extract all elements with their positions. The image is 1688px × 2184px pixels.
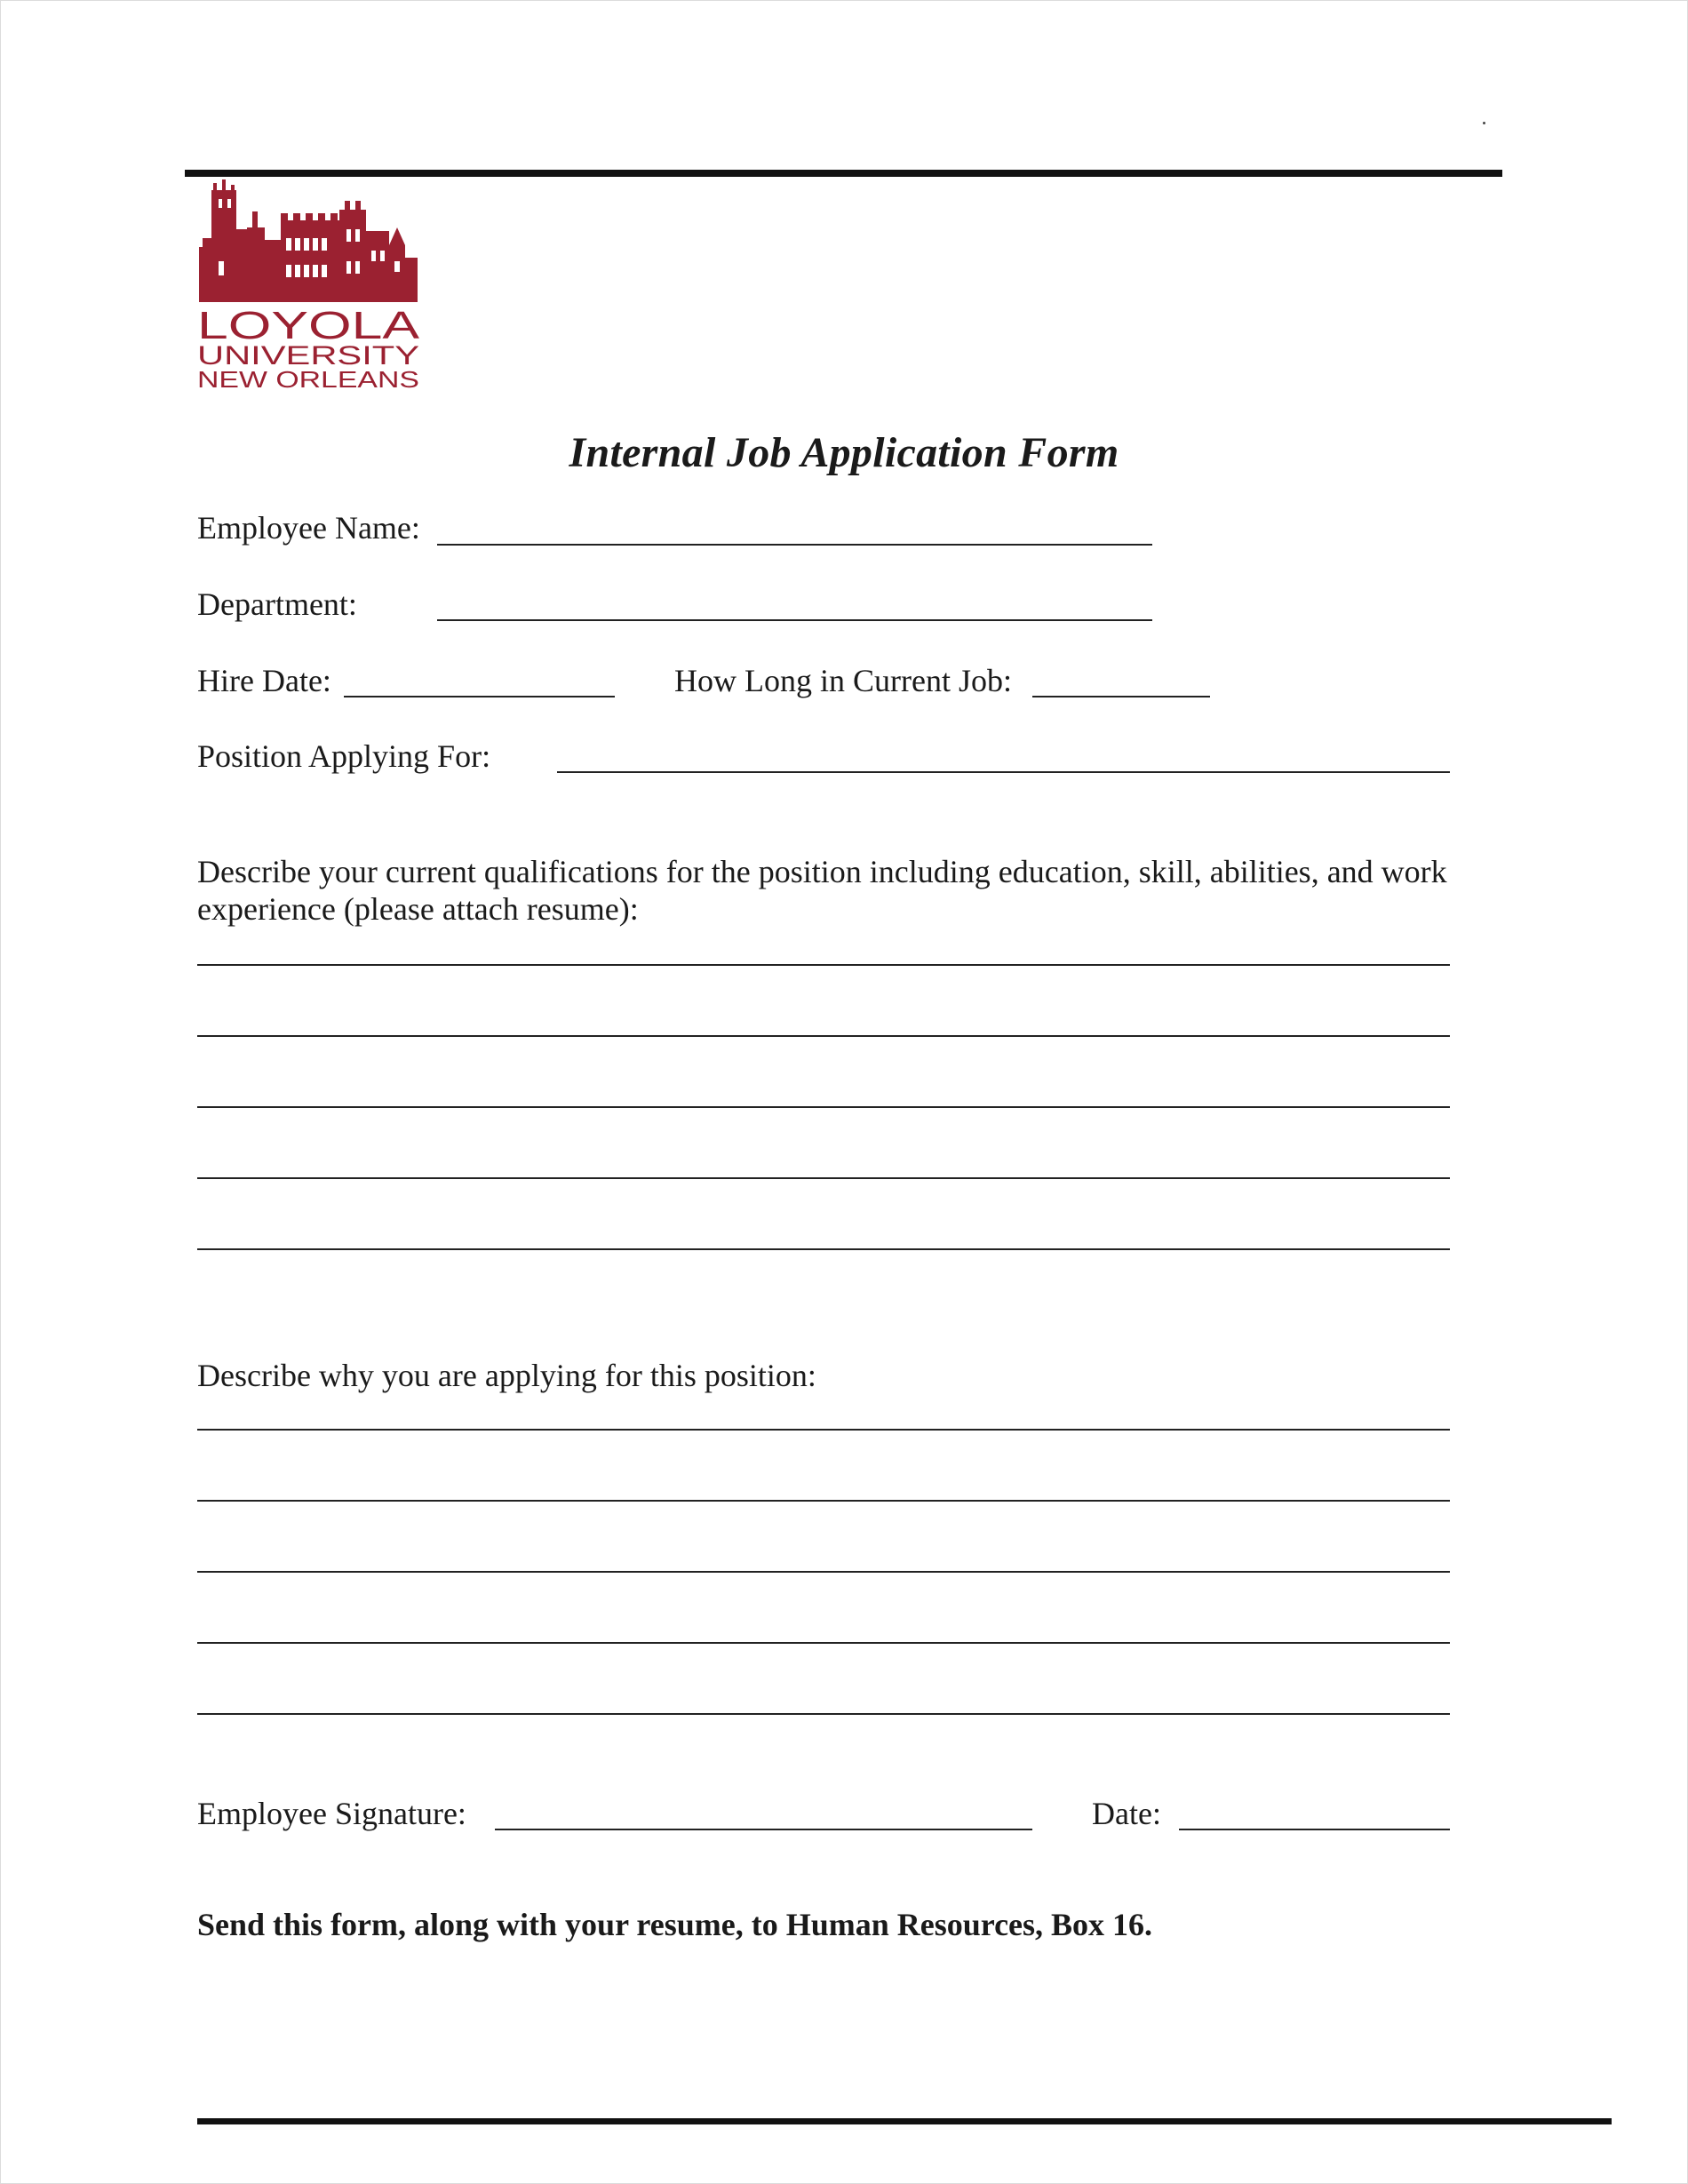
bottom-rule <box>197 2118 1612 2124</box>
position-label: Position Applying For: <box>197 738 491 774</box>
signature-field[interactable] <box>495 1829 1032 1830</box>
qualifications-line[interactable] <box>197 1106 1450 1108</box>
date-field[interactable] <box>1179 1829 1450 1830</box>
hire-date-label: Hire Date: <box>197 663 331 698</box>
qualifications-line[interactable] <box>197 964 1450 966</box>
date-label: Date: <box>1092 1796 1161 1831</box>
qualifications-line[interactable] <box>197 1177 1450 1179</box>
department-field[interactable] <box>437 619 1152 621</box>
page-title: Internal Job Application Form <box>569 429 1119 476</box>
signature-label: Employee Signature: <box>197 1796 466 1831</box>
qualifications-line[interactable] <box>197 1248 1450 1250</box>
qualifications-line[interactable] <box>197 1035 1450 1037</box>
reason-line[interactable] <box>197 1642 1450 1644</box>
employee-name-field[interactable] <box>437 544 1152 546</box>
reason-line[interactable] <box>197 1571 1450 1573</box>
logo-text-university: UNIVERSITY <box>197 341 419 371</box>
reason-line[interactable] <box>197 1500 1450 1502</box>
logo-text-new-orleans: NEW ORLEANS <box>197 366 419 393</box>
reason-line[interactable] <box>197 1429 1450 1431</box>
how-long-field[interactable] <box>1032 696 1210 697</box>
logo-text-loyola: LOYOLA <box>197 304 420 347</box>
how-long-label: How Long in Current Job: <box>674 663 1012 698</box>
hire-date-field[interactable] <box>344 696 615 697</box>
reason-line[interactable] <box>197 1713 1450 1715</box>
reason-prompt: Describe why you are applying for this position: <box>197 1358 816 1393</box>
university-building-icon <box>194 176 425 398</box>
submission-instructions: Send this form, along with your resume, to Human Resources, Box 16. <box>197 1907 1153 1942</box>
employee-name-label: Employee Name: <box>197 510 420 546</box>
position-field[interactable] <box>557 771 1450 773</box>
qualifications-prompt: Describe your current qualifications for the position including education, skill, abilities, and work experience (please attach resume): <box>197 854 1447 927</box>
scan-speck <box>1483 122 1485 124</box>
loyola-logo <box>194 176 425 398</box>
department-label: Department: <box>197 586 357 622</box>
